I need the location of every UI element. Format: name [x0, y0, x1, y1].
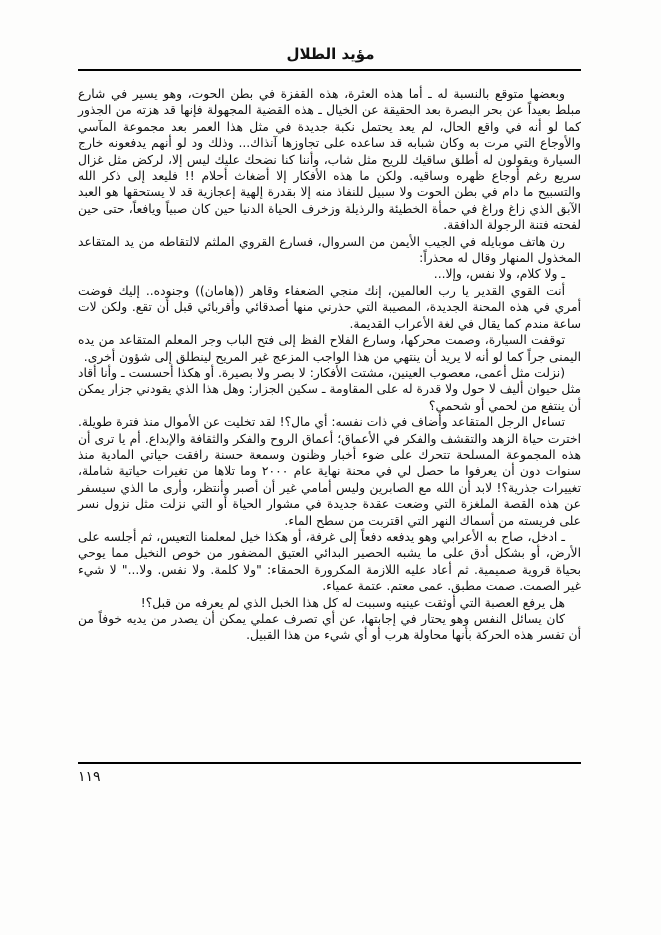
- paragraph: أنت القوي القدير يا رب العالمين، إنك منجي الضعفاء وقاهر ((هامان)) وجنوده.. إليك فوضت أمري في هذه المحنة الجديدة، المصيبة التي حذرني منها أصدقائي وأقربائي قبل أن تقع. ولكن لات ساعة مندم كما يقال في لغة الأعراب القديمة.: [78, 283, 581, 331]
- paragraph-dialogue: ـ ادخل، صاح به الأعرابي وهو يدفعه دفعاً إلى غرفة، أو هكذا خيل لمعلمنا التعيس، ثم أجلسه على الأرض، أو بشكل أدق على ما يشبه الحصير البدائي العتيق المضفور من خوص النخيل مما يوحي بحياة قروية صميمية. ثم أعاد عليه اللازمة المكرورة الحمقاء: "ولا كلمة. ولا نفس. ولا..." لا شيء غير الصمت. صمت مطبق. عمى معتم. عتمة عمياء.: [78, 529, 581, 594]
- paragraph: رن هاتف موبايله في الجيب الأيمن من السروال، فسارع القروي الملثم لالتقاطه من يد المتقاعد المخذول المنهار وقال له محذراً:: [78, 234, 581, 266]
- page-header: [0, 0, 661, 63]
- footer-rule: [78, 762, 581, 764]
- paragraph: وبعضها متوقع بالنسبة له ـ أما هذه العثرة، هذه القفزة في بطن الحوت، وهو يسير في شارع مبلط بعيداً عن بحر البصرة بعد الحقيقة عن الخيال ـ هذه القضية المجهولة فإنها قد هزته من الجذور كما لو أنه في واقع الحال، لم يعد يحتمل نكبة جديدة في مثل هذا العمر بعد مجموعة المآسي والأوجاع التي مرت به وكان شبابه قد ساعده على تجاوزها آنذاك... وذلك ود لو أنهم يدفعونه خارج السيارة ويقولون له أطلق ساقيك للريح مثل شاب، وأننا كنا نضحك عليك ليس إلا، لركض مثل غزال سريع رغم أوجاع ظهره وساقيه. ولكن ما هذه الأفكار إلا أضغاث أحلام !! فليعد إلى ذكر الله والتسبيح ما دام في بطن الحوت ولا سبيل للنفاذ منه إلا بقدرة إلهية إعجازية قد لا يستحقها هو العبد الآبق الذي زاغ وراغ في حمأة الخطيئة والرذيلة وزخرف الحياة الدنيا حين كان صبياً ويافعاً، حتى حين لفحته فتنة الرجولة الدافقة.: [78, 87, 581, 233]
- page-title: مؤيد الطلال: [286, 45, 375, 63]
- header-rule: [78, 69, 581, 71]
- paragraph: توقفت السيارة، وصمت محركها، وسارع الفلاح الفظ إلى فتح الباب وجر المعلم المتقاعد من يده اليمنى جراً كما لو أنه لا يريد أن ينتهي من هذا الواجب المزعج غير المريح لينطلق إلى شؤون أخرى.: [78, 333, 581, 364]
- paragraph: كان يسائل النفس وهو يحتار في إجابتها، عن أي تصرف عملي يمكن أن يصدر من يديه خوفاً من أن تفسر هذه الحركة بأنها محاولة هرب أو أي شيء من هذا القبيل.: [78, 612, 581, 643]
- page-body-text: [78, 86, 581, 644]
- paragraph: تساءل الرجل المتقاعد وأضاف في ذات نفسه: أي مال؟! لقد تخليت عن الأموال منذ فترة طويلة. اخترت حياة الزهد والتقشف والفكر في الأعماق؛ أعماق الروح والفكر والثقافة والإبداع. أم يا ترى أن هذه المجموعة المسلحة تتحرك على ضوء أخبار وظنون وسمعة حسنة رافقت حياتي المادية منذ سنوات دون أن يعرفوا ما حصل لي في محنة نهاية عام ٢٠٠٠ وما تلاها من تغيرات حياتية شاملة، تغييرات جذرية؟! لابد أن الله مع الصابرين وليس أمامي غير أن أصبر وأنتظر، وأرى ما الذي سيسفر عن هذه القصة الملغزة التي وضعت عقدة جديدة في مشوار الحياة أو التي نزلت مثل نزول نسر على فريسته من أسماك النهر التي اقتربت من سطح الماء.: [78, 415, 582, 528]
- page-footer: [78, 762, 581, 785]
- page-number: ١١٩: [78, 769, 101, 785]
- paragraph: هل يرفع العصبة التي أوثقت عينيه وسببت له كل هذا الخبل الذي لم يعرفه من قبل؟!: [140, 595, 565, 610]
- paragraph-dialogue: ـ ولا كلام، ولا نفس، وإلا...: [433, 267, 565, 282]
- paragraph: (نزلت مثل أعمى، معصوب العينين، مشتت الأفكار: لا بصر ولا بصيرة. أو هكذا أحسست ـ وأنا أقاد مثل حيوان أليف لا حول ولا قدرة له على المقاومة ـ سكين الجزار: وهل هذا الذي يقودني جزار يمكن أن ينتفع من لحمي أو شحمي؟: [78, 365, 581, 413]
